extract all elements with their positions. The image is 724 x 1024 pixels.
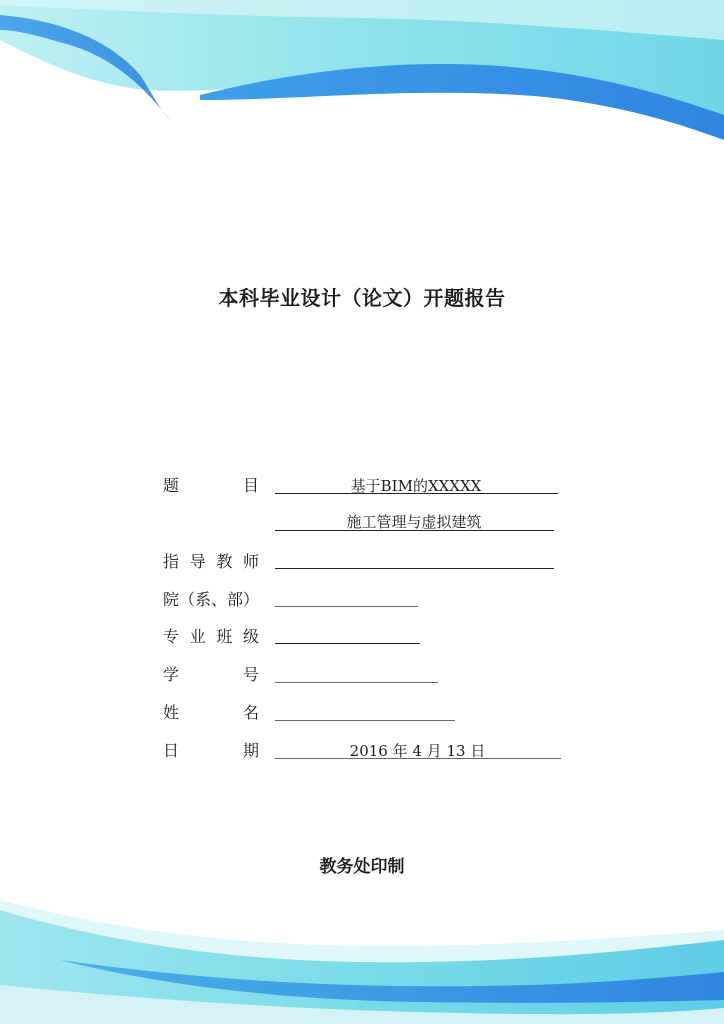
date-label: 日 期: [163, 741, 259, 760]
bottom-wave-decoration: [0, 890, 724, 1024]
major-class-underline: [275, 643, 420, 644]
major-class-label: 专 业 班 级: [163, 627, 259, 646]
department-label: 院（系、部）: [163, 590, 260, 609]
department-underline: [275, 606, 418, 607]
date-underline: [275, 758, 561, 759]
name-label: 姓 名: [163, 703, 259, 722]
advisor-label: 指 导 教 师: [163, 552, 259, 571]
topic-label: 题 目: [163, 476, 259, 495]
footer-issuer: 教务处印制: [319, 857, 405, 877]
top-wave-decoration: [0, 0, 724, 150]
student-id-label: 学 号: [163, 665, 259, 684]
topic-underline-1: [275, 493, 558, 494]
report-title: 本科毕业设计（论文）开题报告: [218, 286, 506, 310]
topic-value-line1: 基于BIM的XXXXX: [350, 477, 482, 495]
student-id-underline: [275, 682, 438, 683]
name-underline: [275, 720, 455, 721]
topic-value-line2: 施工管理与虚拟建筑: [346, 513, 482, 531]
advisor-underline: [275, 568, 554, 569]
topic-underline-2: [275, 530, 554, 531]
date-value: 2016 年 4 月 13 日: [349, 742, 486, 760]
